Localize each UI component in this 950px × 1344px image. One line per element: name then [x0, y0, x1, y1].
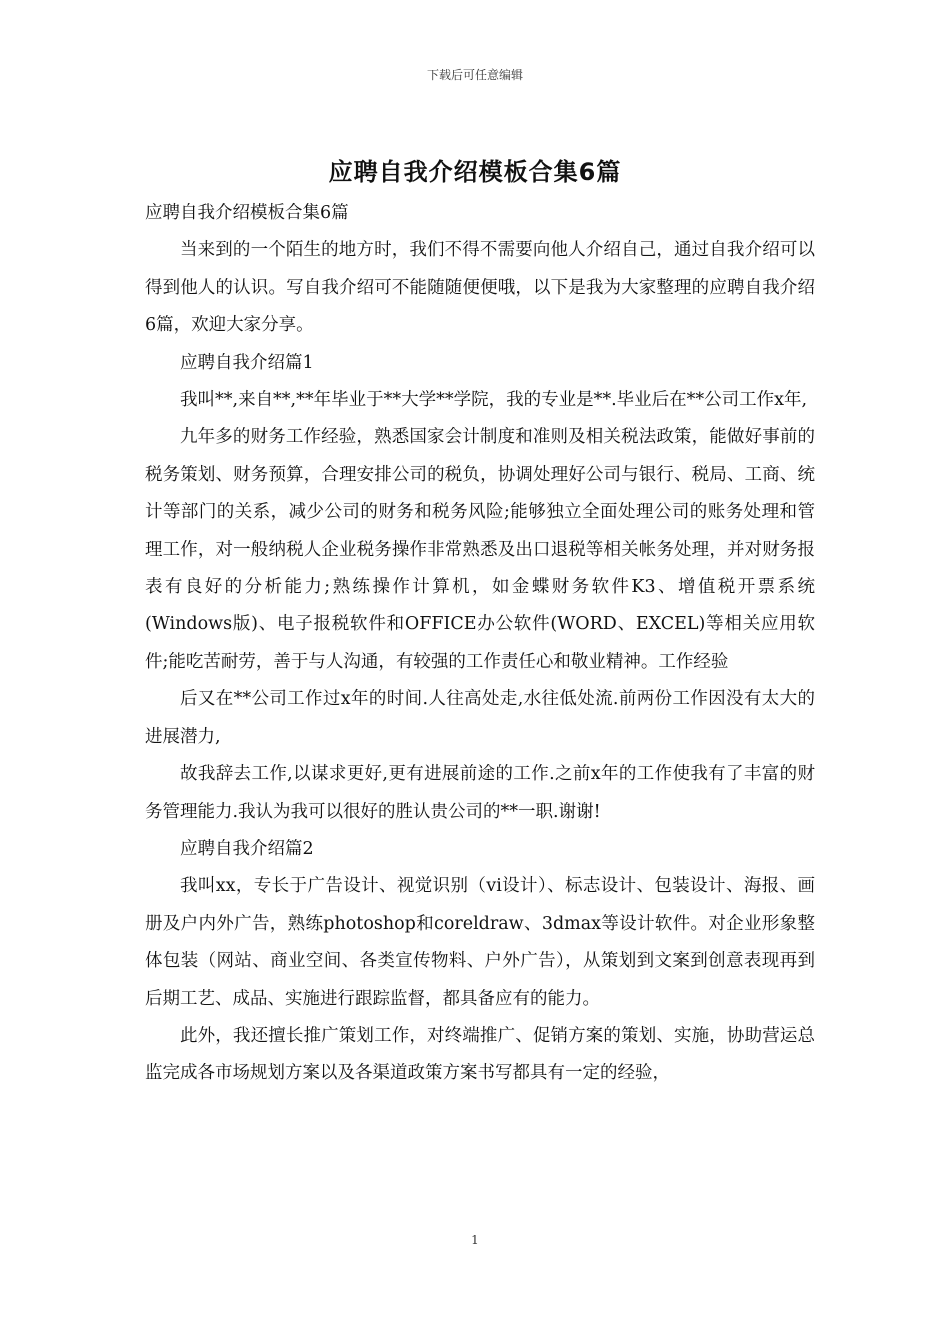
body-paragraph: 我叫xx，专长于广告设计、视觉识别（vi设计）、标志设计、包装设计、海报、画册及户内外广告，熟练photoshop和coreldraw、3dmax等设计软件。对企业形象整体包装（网站、商业空间、各类宣传物料、户外广告），从策划到文案到创意表现再到后期工艺、成品、实施进行跟踪监督，都具备应有的能力。 [145, 876, 815, 1009]
page-header-note: 下载后可任意编辑 [426, 68, 523, 82]
body-paragraph: 故我辞去工作,以谋求更好,更有进展前途的工作.之前x年的工作使我有了丰富的财务管理能力.我认为我可以很好的胜认贵公司的**一职.谢谢! [145, 764, 815, 822]
section-heading: 应聘自我介绍篇1 [180, 352, 314, 373]
body-paragraph: 九年多的财务工作经验，熟悉国家会计制度和准则及相关税法政策，能做好事前的税务策划、财务预算，合理安排公司的税负，协调处理好公司与银行、税局、工商、统计等部门的关系，减少公司的财务和税务风险;能够独立全面处理公司的账务处理和管理工作，对一般纳税人企业税务操作非常熟悉及出口退税等相关帐务处理，并对财务报表有良好的分析能力;熟练操作计算机，如金蝶财务软件K3、增值税开票系统(Windows版)、电子报税软件和OFFICE办公软件(WORD、EXCEL)等相关应用软件;能吃苦耐劳，善于与人沟通，有较强的工作责任心和敬业精神。工作经验 [145, 427, 815, 672]
document-title: 应聘自我介绍模板合集6篇 [328, 158, 622, 186]
body-paragraph: 应聘自我介绍模板合集6篇 [145, 203, 349, 223]
body-paragraph: 此外，我还擅长推广策划工作，对终端推广、促销方案的策划、实施，协助营运总监完成各市场规划方案以及各渠道政策方案书写都具有一定的经验， [145, 1025, 815, 1084]
document-body [145, 195, 815, 1093]
body-paragraph: 后又在**公司工作过x年的时间.人往高处走,水往低处流.前两份工作因没有太大的进展潜力, [145, 689, 815, 747]
body-paragraph: 当来到的一个陌生的地方时，我们不得不需要向他人介绍自己，通过自我介绍可以得到他人的认识。写自我介绍可不能随随便便哦，以下是我为大家整理的应聘自我介绍6篇，欢迎大家分享。 [145, 240, 815, 336]
section-heading: 应聘自我介绍篇2 [180, 838, 314, 859]
page-number: 1 [471, 1233, 479, 1247]
body-paragraph: 我叫**,来自**,**年毕业于**大学**学院，我的专业是**.毕业后在**公司工作x年, [180, 390, 808, 411]
